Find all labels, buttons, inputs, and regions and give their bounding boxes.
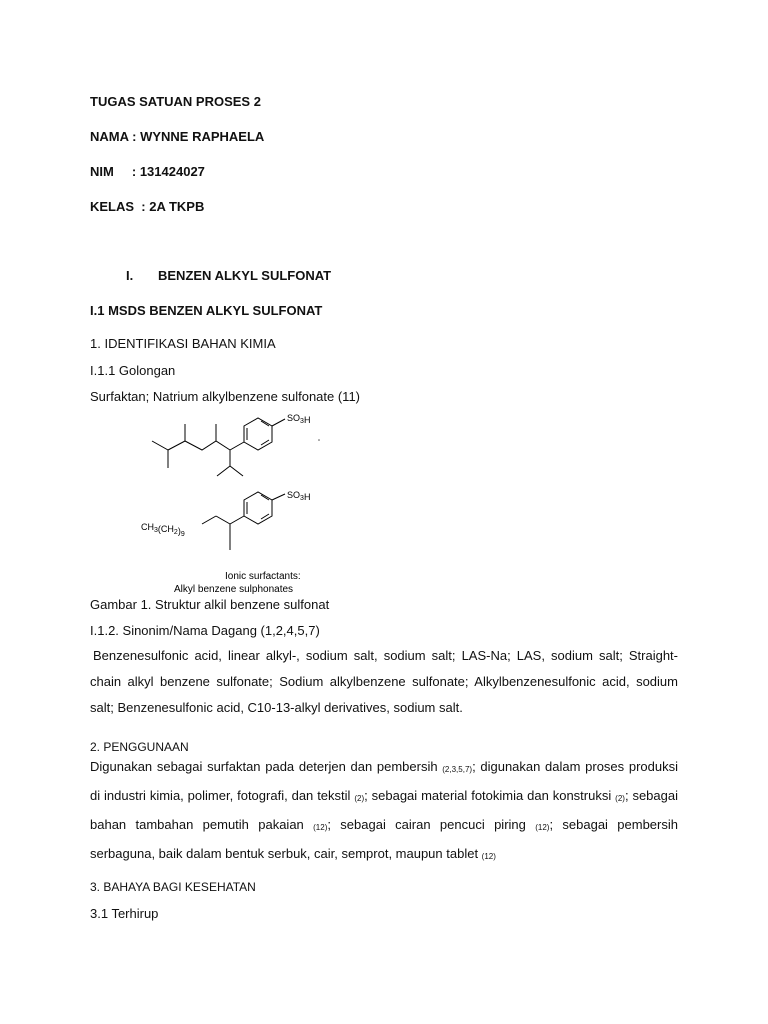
student-class: KELAS : 2A TKPB: [90, 199, 205, 214]
golongan-value: Surfaktan; Natrium alkylbenzene sulfonate (11): [90, 389, 361, 404]
structure-figure: [140, 410, 340, 596]
doc-title: TUGAS SATUAN PROSES 2: [90, 94, 261, 109]
student-nim: NIM : 131424027: [90, 164, 205, 179]
so3h-label-top: $SO_3H$: [287, 413, 311, 425]
identification-heading: 1. IDENTIFIKASI BAHAN KIMIA: [90, 336, 276, 351]
alkyl-chain-label: $CH_3(CH_2)_9$: [141, 522, 185, 538]
figure-caption-line1: Ionic surfactants:: [225, 571, 301, 582]
usage-heading: 2. PENGGUNAAN: [90, 740, 189, 754]
golongan-heading: I.1.1 Golongan: [90, 363, 176, 378]
health-hazard-heading: 3. BAHAYA BAGI KESEHATAN: [90, 880, 256, 894]
section-title: BENZEN ALKYL SULFONAT: [158, 268, 332, 283]
student-name: NAMA : WYNNE RAPHAELA: [90, 129, 265, 144]
figure-caption: Gambar 1. Struktur alkil benzene sulfonat: [90, 597, 330, 612]
synonym-text: Benzenesulfonic acid, linear alkyl-, sodium salt, sodium salt; LAS-Na; LAS, sodium salt; Straight-chain alkyl benzene sulfonate; Sodium alkylbenzene sulfonate; Alkylbenzenesulfonic acid, sodium salt; Benzenesulfonic acid, C10-13-alkyl derivatives, sodium salt.: [90, 648, 678, 715]
inhalation-heading: 3.1 Terhirup: [90, 906, 159, 921]
usage-text: Digunakan sebagai surfaktan pada deterjen dan pembersih (2,3,5,7); digunakan dalam proses produksi di industri kimia, polimer, fotografi, dan tekstil (2); sebagai material fotokimia dan konstruksi (2); sebagai bahan tambahan pemutih pakaian (12); sebagai cairan pencuci piring (12); sebagai pembersih serbaguna, baik dalam bentuk serbuk, cair, semprot, maupun tablet (12): [90, 759, 678, 861]
figure-caption-line2: Alkyl benzene sulphonates: [174, 584, 294, 595]
section-number: I.: [126, 268, 134, 283]
synonym-heading: I.1.2. Sinonim/Nama Dagang (1,2,4,5,7): [90, 623, 320, 638]
so3h-label-bottom: $SO_3H$: [287, 490, 311, 502]
msds-heading: I.1 MSDS BENZEN ALKYL SULFONAT: [90, 303, 323, 318]
